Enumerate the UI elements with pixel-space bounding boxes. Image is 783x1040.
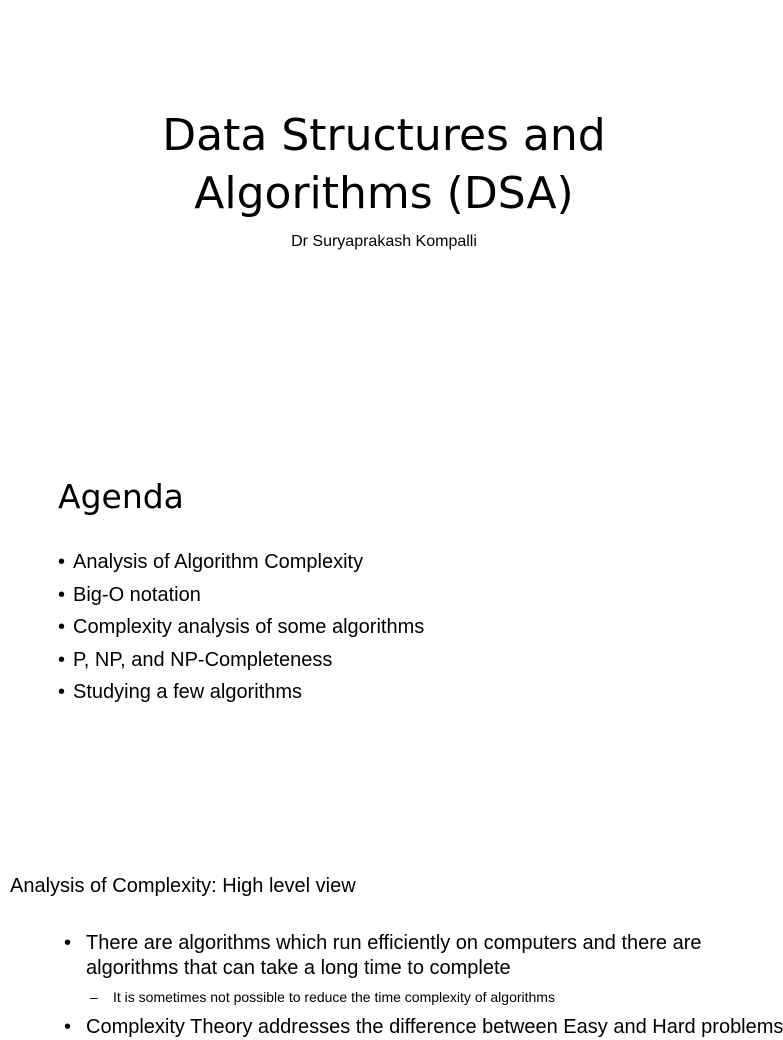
complexity-bullet-text: Complexity Theory addresses the difference between Easy and Hard problems xyxy=(86,1016,783,1038)
agenda-item-text: Complexity analysis of some algorithms xyxy=(73,616,425,638)
title-line-2: Algorithms (DSA) xyxy=(194,168,574,219)
agenda-heading: Agenda xyxy=(58,477,184,516)
bullet-icon: • xyxy=(58,551,66,573)
agenda-item xyxy=(58,644,424,677)
agenda-item xyxy=(58,579,424,612)
bullet-icon: • xyxy=(58,616,66,638)
bullet-icon: • xyxy=(58,681,66,703)
agenda-slide xyxy=(0,440,768,740)
complexity-heading: Analysis of Complexity: High level view xyxy=(10,875,356,897)
complexity-bullet-text: There are algorithms which run efficiently on computers and there are algorithms that can take a long time to complete xyxy=(86,932,702,979)
agenda-item xyxy=(58,676,424,709)
agenda-item-text: Big-O notation xyxy=(73,583,201,606)
bullet-icon: • xyxy=(58,583,66,606)
dash-icon: – xyxy=(90,989,98,1005)
agenda-item-text: Analysis of Algorithm Complexity xyxy=(73,551,364,573)
agenda-list xyxy=(58,546,424,709)
presentation-title xyxy=(0,107,768,223)
author-name: Dr Suryaprakash Kompalli xyxy=(291,233,477,250)
bullet-icon: • xyxy=(58,648,66,671)
title-slide xyxy=(0,0,768,300)
complexity-slide xyxy=(0,860,783,1038)
agenda-item xyxy=(58,546,424,579)
title-line-1: Data Structures and xyxy=(162,110,606,161)
agenda-item-text: Studying a few algorithms xyxy=(73,681,303,703)
complexity-sub-bullet-text: It is sometimes not possible to reduce the time complexity of algorithms xyxy=(113,989,555,1005)
agenda-item-text: P, NP, and NP-Completeness xyxy=(73,648,333,671)
bullet-icon: • xyxy=(64,932,72,954)
complexity-bullet xyxy=(64,931,704,981)
bullet-icon: • xyxy=(64,1016,72,1038)
complexity-sub-bullet xyxy=(90,988,555,1006)
agenda-item xyxy=(58,611,424,644)
complexity-bullet xyxy=(64,1015,783,1040)
